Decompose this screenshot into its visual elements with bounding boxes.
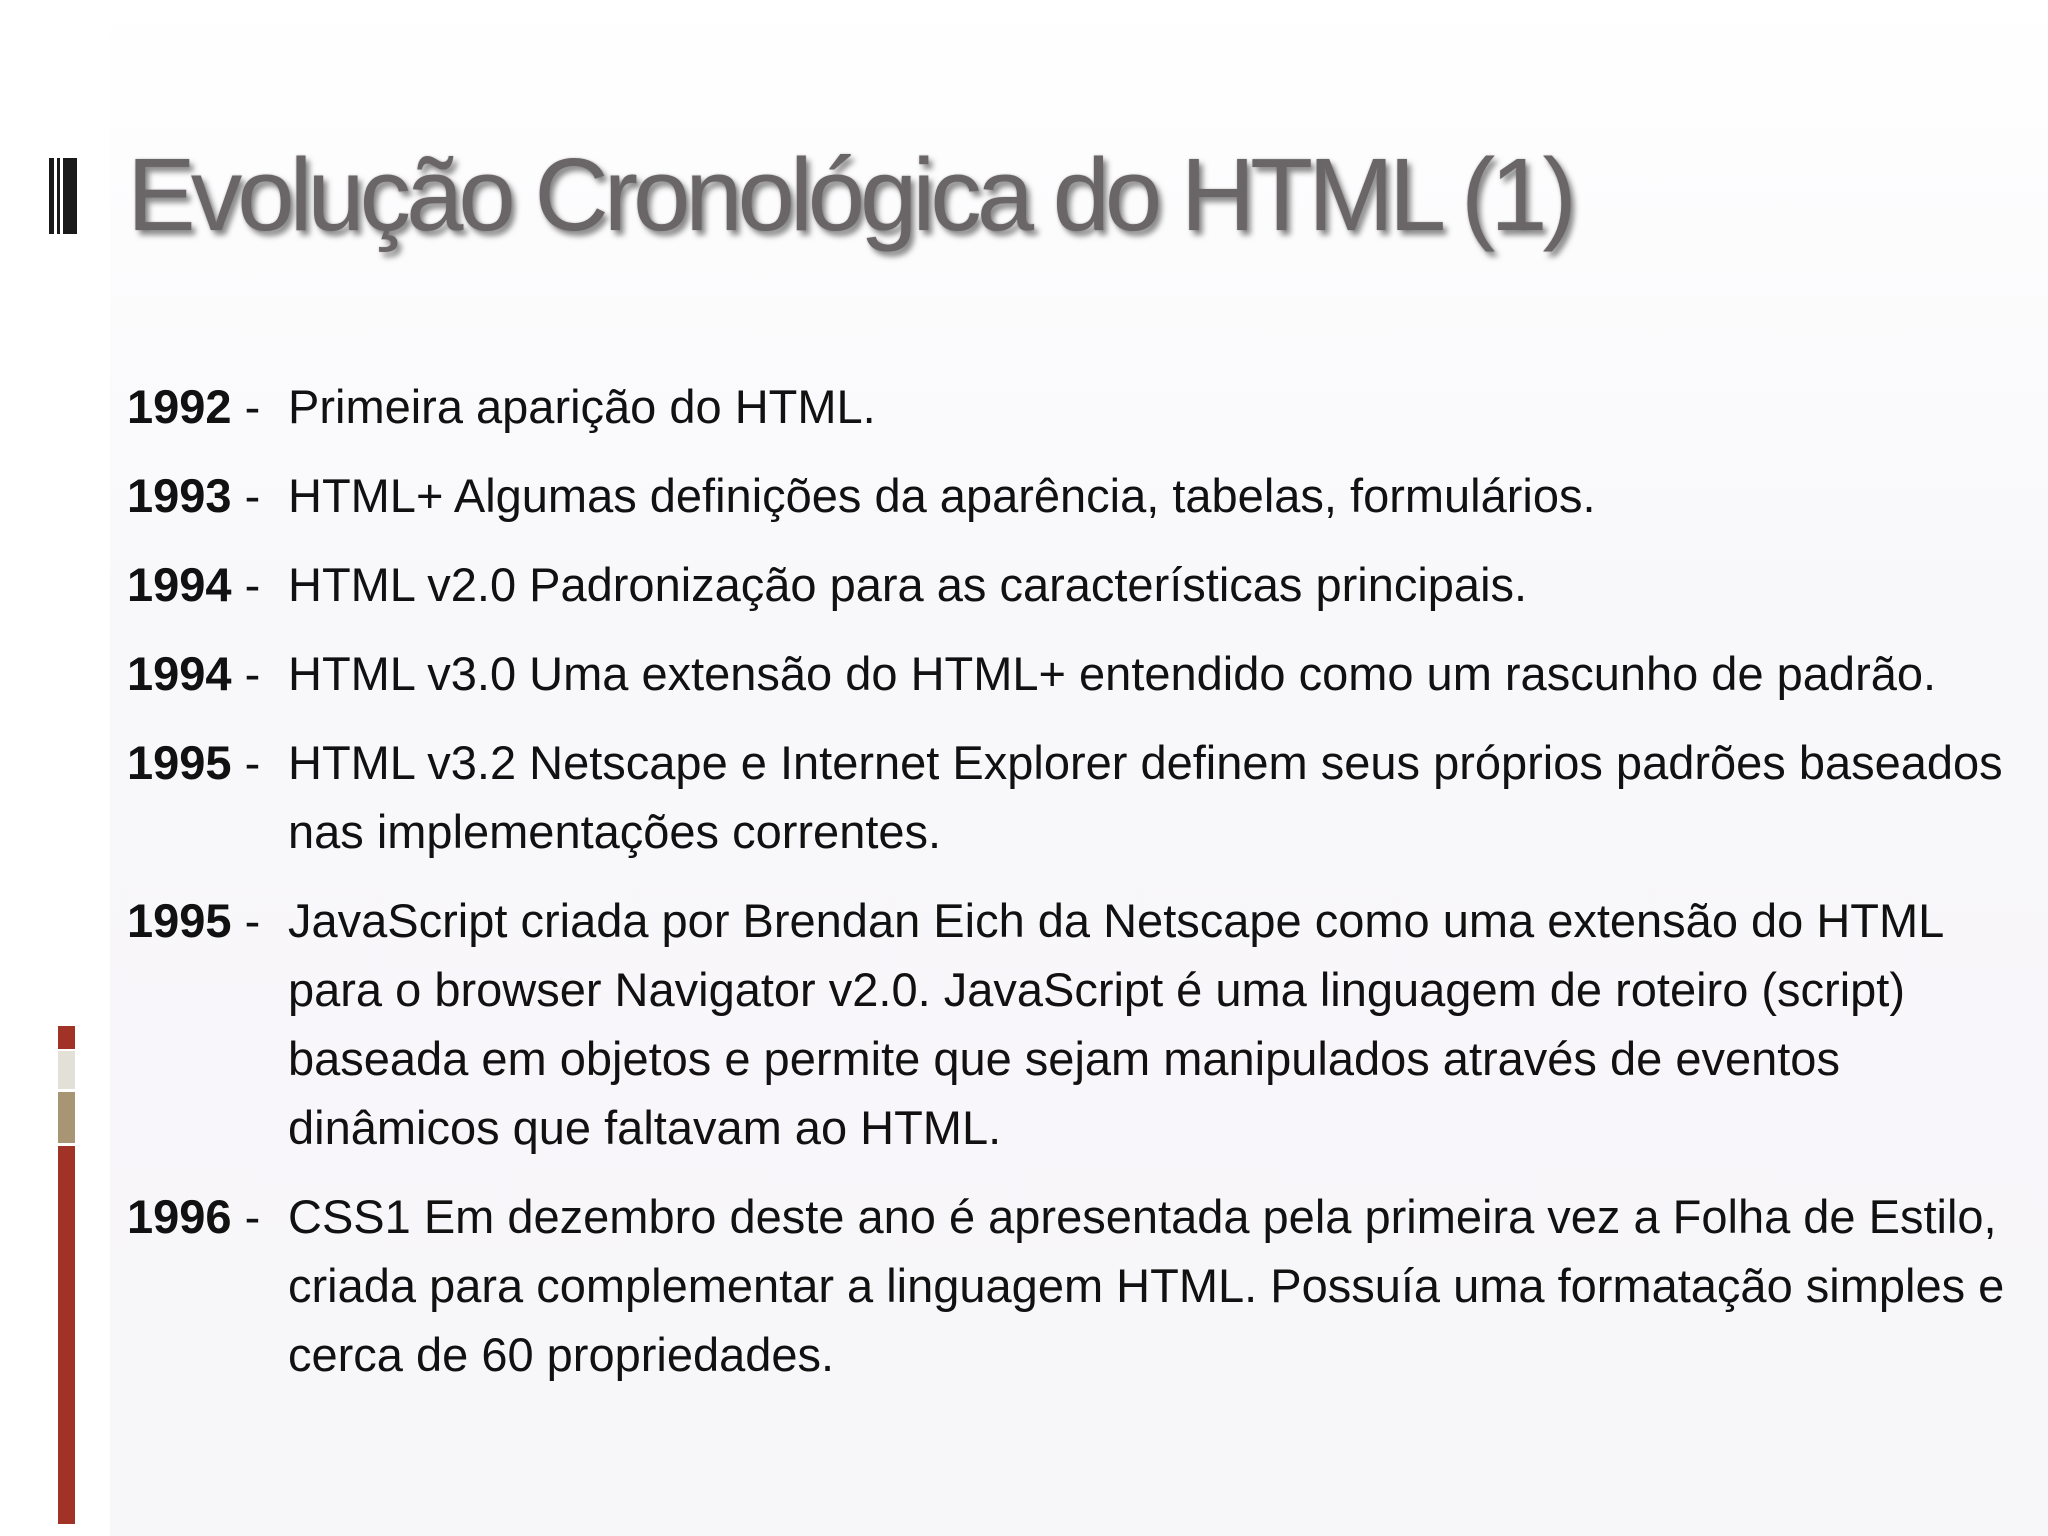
timeline-entry: [127, 728, 2007, 866]
entry-year: 1992: [127, 380, 232, 433]
entry-description: HTML v3.2 Netscape e Internet Explorer definem seus próprios padrões baseados nas implementações correntes.: [288, 736, 2003, 858]
title-marker-icon: [49, 158, 77, 234]
entry-year: 1993: [127, 469, 232, 522]
entry-description: JavaScript criada por Brendan Eich da Netscape como uma extensão do HTML para o browser Navigator v2.0. JavaScript é uma linguagem de roteiro (script) baseada em objetos e permite que sejam manipulados através de eventos dinâmicos que faltavam ao HTML.: [288, 894, 1943, 1154]
timeline-entry: [127, 1182, 2007, 1389]
left-accent-bar: [58, 1026, 75, 1524]
entry-year: 1995: [127, 736, 232, 789]
accent-segment-tan: [58, 1092, 75, 1143]
entry-separator: -: [244, 380, 261, 433]
entry-description: HTML v3.0 Uma extensão do HTML+ entendido como um rascunho de padrão.: [288, 647, 1937, 700]
accent-segment-cream: [58, 1051, 75, 1089]
accent-segment-red: [58, 1146, 75, 1524]
entry-description: CSS1 Em dezembro deste ano é apresentada pela primeira vez a Folha de Estilo, criada para complementar a linguagem HTML. Possuía uma formatação simples e cerca de 60 propriedades.: [288, 1190, 2005, 1381]
timeline-entry: [127, 461, 2007, 530]
slide-title: Evolução Cronológica do HTML (1): [127, 137, 1572, 252]
timeline-entry: [127, 886, 2007, 1162]
timeline-entry: [127, 639, 2007, 708]
entry-description: HTML+ Algumas definições da aparência, tabelas, formulários.: [288, 469, 1596, 522]
entry-description: Primeira aparição do HTML.: [288, 380, 876, 433]
entry-separator: -: [244, 558, 261, 611]
entry-separator: -: [244, 647, 261, 700]
entry-description: HTML v2.0 Padronização para as características principais.: [288, 558, 1528, 611]
entry-separator: -: [244, 736, 261, 789]
timeline-list: [127, 372, 2007, 1409]
timeline-entry: [127, 550, 2007, 619]
entry-year: 1995: [127, 894, 232, 947]
accent-segment-red-top: [58, 1026, 75, 1049]
entry-year: 1994: [127, 647, 232, 700]
entry-separator: -: [244, 1190, 261, 1243]
entry-year: 1994: [127, 558, 232, 611]
entry-separator: -: [244, 894, 261, 947]
entry-year: 1996: [127, 1190, 232, 1243]
timeline-entry: [127, 372, 2007, 441]
entry-separator: -: [244, 469, 261, 522]
